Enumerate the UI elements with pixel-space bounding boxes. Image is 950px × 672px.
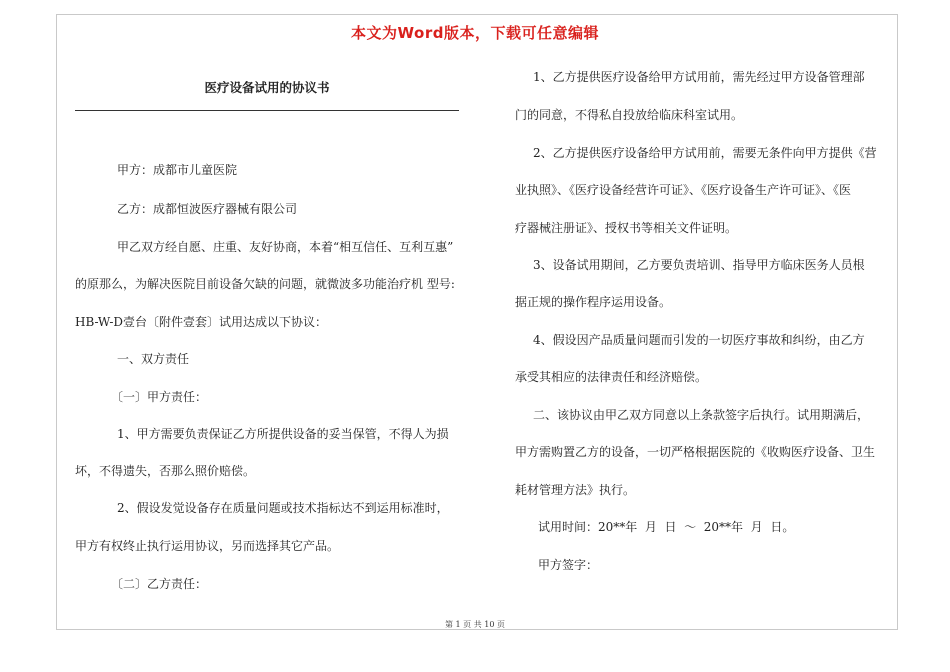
paragraph-line: 疗器械注册证》、授权书等相关文件证明。 bbox=[515, 221, 738, 235]
document-title: 医疗设备试用的协议书 bbox=[204, 80, 330, 95]
paragraph-line: 1、甲方需要负责保证乙方所提供设备的妥当保管，不得人为损 bbox=[117, 427, 449, 441]
subsection-heading: 〔一〕甲方责任： bbox=[111, 390, 208, 404]
section-heading: 一、双方责任 bbox=[117, 352, 190, 366]
word-version-banner: 本文为Word版本，下载可任意编辑 bbox=[351, 24, 599, 42]
paragraph-line: 门的同意，不得私自投放给临床科室试用。 bbox=[515, 108, 744, 122]
party-a-line: 甲方：成都市儿童医院 bbox=[117, 163, 238, 177]
party-a-signature-line: 甲方签字： bbox=[538, 558, 599, 572]
paragraph-line: 坏，不得遗失，否那么照价赔偿。 bbox=[75, 464, 256, 478]
party-b-line: 乙方：成都恒波医疗器械有限公司 bbox=[117, 202, 298, 216]
paragraph-line: 业执照》、《医疗设备经营许可证》、《医疗设备生产许可证》、《医 bbox=[515, 183, 852, 197]
paragraph-line: 4、假设因产品质量问题而引发的一切医疗事故和纠纷，由乙方 bbox=[533, 333, 865, 347]
paragraph-line: 甲乙双方经自愿、庄重、友好协商，本着“相互信任、互利互惠” bbox=[117, 240, 454, 254]
paragraph-line: 甲方需购置乙方的设备，一切严格根据医院的《收购医疗设备、卫生 bbox=[515, 445, 876, 459]
paragraph-line: 1、乙方提供医疗设备给甲方试用前，需先经过甲方设备管理部 bbox=[533, 70, 865, 84]
paragraph-line: 2、假设发觉设备存在质量问题或技术指标达不到运用标准时， bbox=[117, 501, 449, 515]
paragraph-line: 承受其相应的法律责任和经济赔偿。 bbox=[515, 370, 708, 384]
trial-period-line: 试用时间：20**年 月 日 ～ 20**年 月 日。 bbox=[538, 520, 795, 534]
subsection-heading: 〔二〕乙方责任： bbox=[111, 577, 208, 591]
title-underline bbox=[75, 110, 459, 111]
paragraph-line: 2、乙方提供医疗设备给甲方试用前，需要无条件向甲方提供《营 bbox=[533, 146, 877, 160]
page-number-footer: 第 1 页 共 10 页 bbox=[445, 620, 505, 629]
paragraph-line: 据正规的操作程序运用设备。 bbox=[515, 295, 672, 309]
paragraph-line: HB-W-D壹台〔附件壹套〕试用达成以下协议： bbox=[75, 315, 328, 329]
paragraph-line: 3、设备试用期间，乙方要负责培训、指导甲方临床医务人员根 bbox=[533, 258, 865, 272]
paragraph-line: 的原那么，为解决医院目前设备欠缺的问题，就微波多功能治疗机 型号: bbox=[75, 277, 455, 291]
paragraph-line: 二、该协议由甲乙双方同意以上条款签字后执行。试用期满后， bbox=[533, 408, 870, 422]
paragraph-line: 甲方有权终止执行运用协议，另而选择其它产品。 bbox=[75, 539, 340, 553]
paragraph-line: 耗材管理方法》执行。 bbox=[515, 483, 636, 497]
